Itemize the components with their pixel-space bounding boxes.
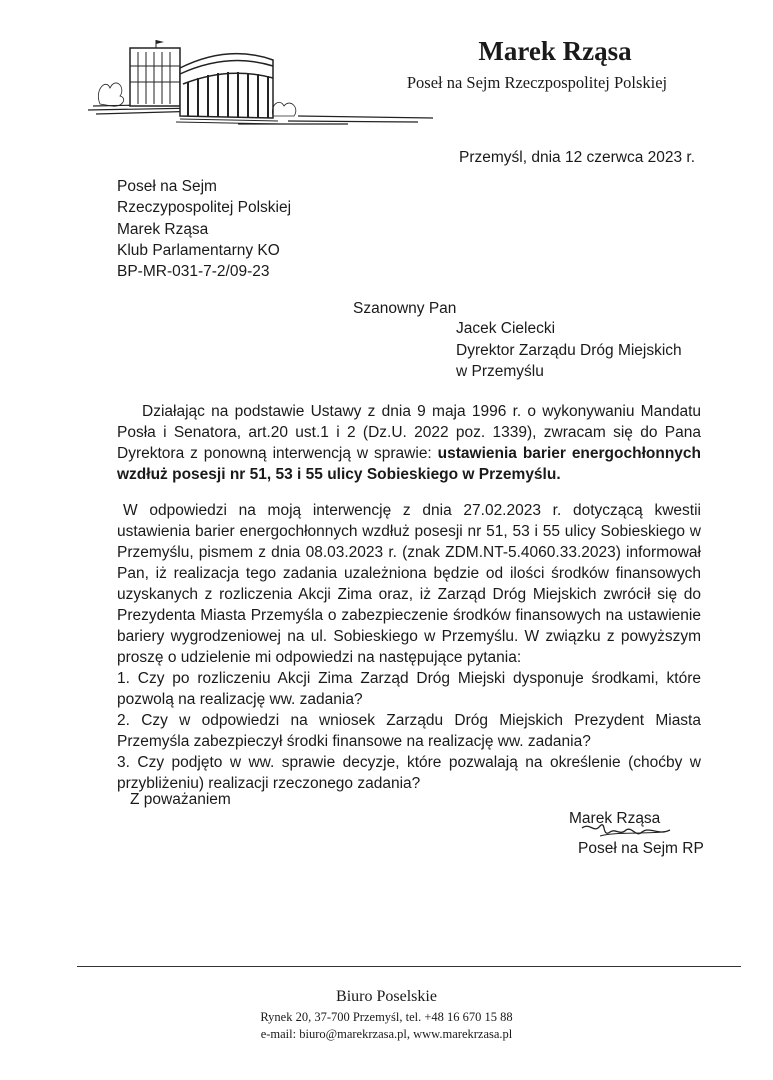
footer-address: Rynek 20, 37-700 Przemyśl, tel. +48 16 670 15 88 [260, 1010, 513, 1024]
footer-title: Biuro Poselskie [336, 988, 437, 1005]
sender-block [117, 176, 291, 282]
greeting: Szanowny Pan [353, 300, 457, 317]
question-item: 3. Czy podjęto w ww. sprawie decyzje, które pozwalają na określenie (choćby w przybliżeniu) realizacji rzeczonego zadania? [117, 753, 701, 792]
recipient-location: w Przemyślu [456, 363, 544, 380]
body-paragraph-2: W odpowiedzi na moją interwencję z dnia 27.02.2023 r. dotyczącą kwestii ustawienia barier energochłonnych wzdłuż posesji nr 51, 53 i 55 ulicy Sobieskiego w Przemyślu, pismem z dnia 08.03.2023 r. (znak ZDM.NT-5.4060.33.2023) informował Pan, iż realizacja tego zadania uzależniona będzie od ilości środków finansowych uzyskanych z rozliczenia Akcji Zima oraz, iż Zarząd Dróg Miejskich zwrócił się do Prezydenta Miasta Przemyśla o zabezpieczenie środków finansowych na ustawienie bariery wygrodzeniowej na ul. Sobieskiego w Przemyślu. W związku z powyższym proszę o udzielenie mi odpowiedzi na następujące pytania: [117, 502, 701, 666]
closing: Z poważaniem [130, 791, 231, 808]
signature-name: Marek Rząsa [569, 810, 661, 827]
paragraph-text: Działając na podstawie Ustawy z dnia 9 maja 1996 r. o wykonywaniu Mandatu Posła i Senatora, art.20 ust.1 i 2 (Dz.U. 2022 poz. 1339), zwracam się do Pana Dyrektora z ponowną interwencją w sprawie: [117, 403, 701, 462]
paragraph-subject-bold: ustawienia barier energochłonnych wzdłuż posesji nr 51, 53 i 55 ulicy Sobieskiego w Przemyślu. [117, 445, 701, 483]
question-item: 1. Czy po rozliczeniu Akcji Zima Zarząd Dróg Miejski dysponuje środkami, które pozwolą na realizację ww. zadania? [117, 670, 701, 708]
sender-line: Poseł na Sejm [117, 178, 217, 195]
sender-line: Marek Rząsa [117, 220, 209, 238]
footer-contact: e-mail: biuro@marekrzasa.pl, www.marekrzasa.pl [260, 1027, 513, 1041]
recipient-title: Dyrektor Zarządu Dróg Miejskich [456, 341, 682, 359]
recipient-name: Jacek Cielecki [456, 320, 556, 337]
recipient-block [456, 318, 682, 383]
question-item: 2. Czy w odpowiedzi na wniosek Zarządu Dróg Miejskich Prezydent Miasta Przemyśla zabezpieczył środki finansowe na realizację ww. zadania? [117, 711, 701, 750]
sender-line: Klub Parlamentarny KO [117, 241, 280, 259]
letterhead-subtitle: Poseł na Sejm Rzeczpospolitej Polskiej [406, 73, 668, 92]
footer-divider [77, 966, 741, 967]
sender-line: Rzeczypospolitej Polskiej [117, 199, 292, 217]
body-paragraph-1 [117, 401, 701, 485]
dateline: Przemyśl, dnia 12 czerwca 2023 r. [459, 149, 696, 166]
questions-list [117, 669, 701, 794]
letterhead-name: Marek Rząsa [478, 36, 632, 66]
signature-role: Poseł na Sejm RP [578, 840, 704, 857]
sender-reference: BP-MR-031-7-2/09-23 [117, 263, 270, 281]
